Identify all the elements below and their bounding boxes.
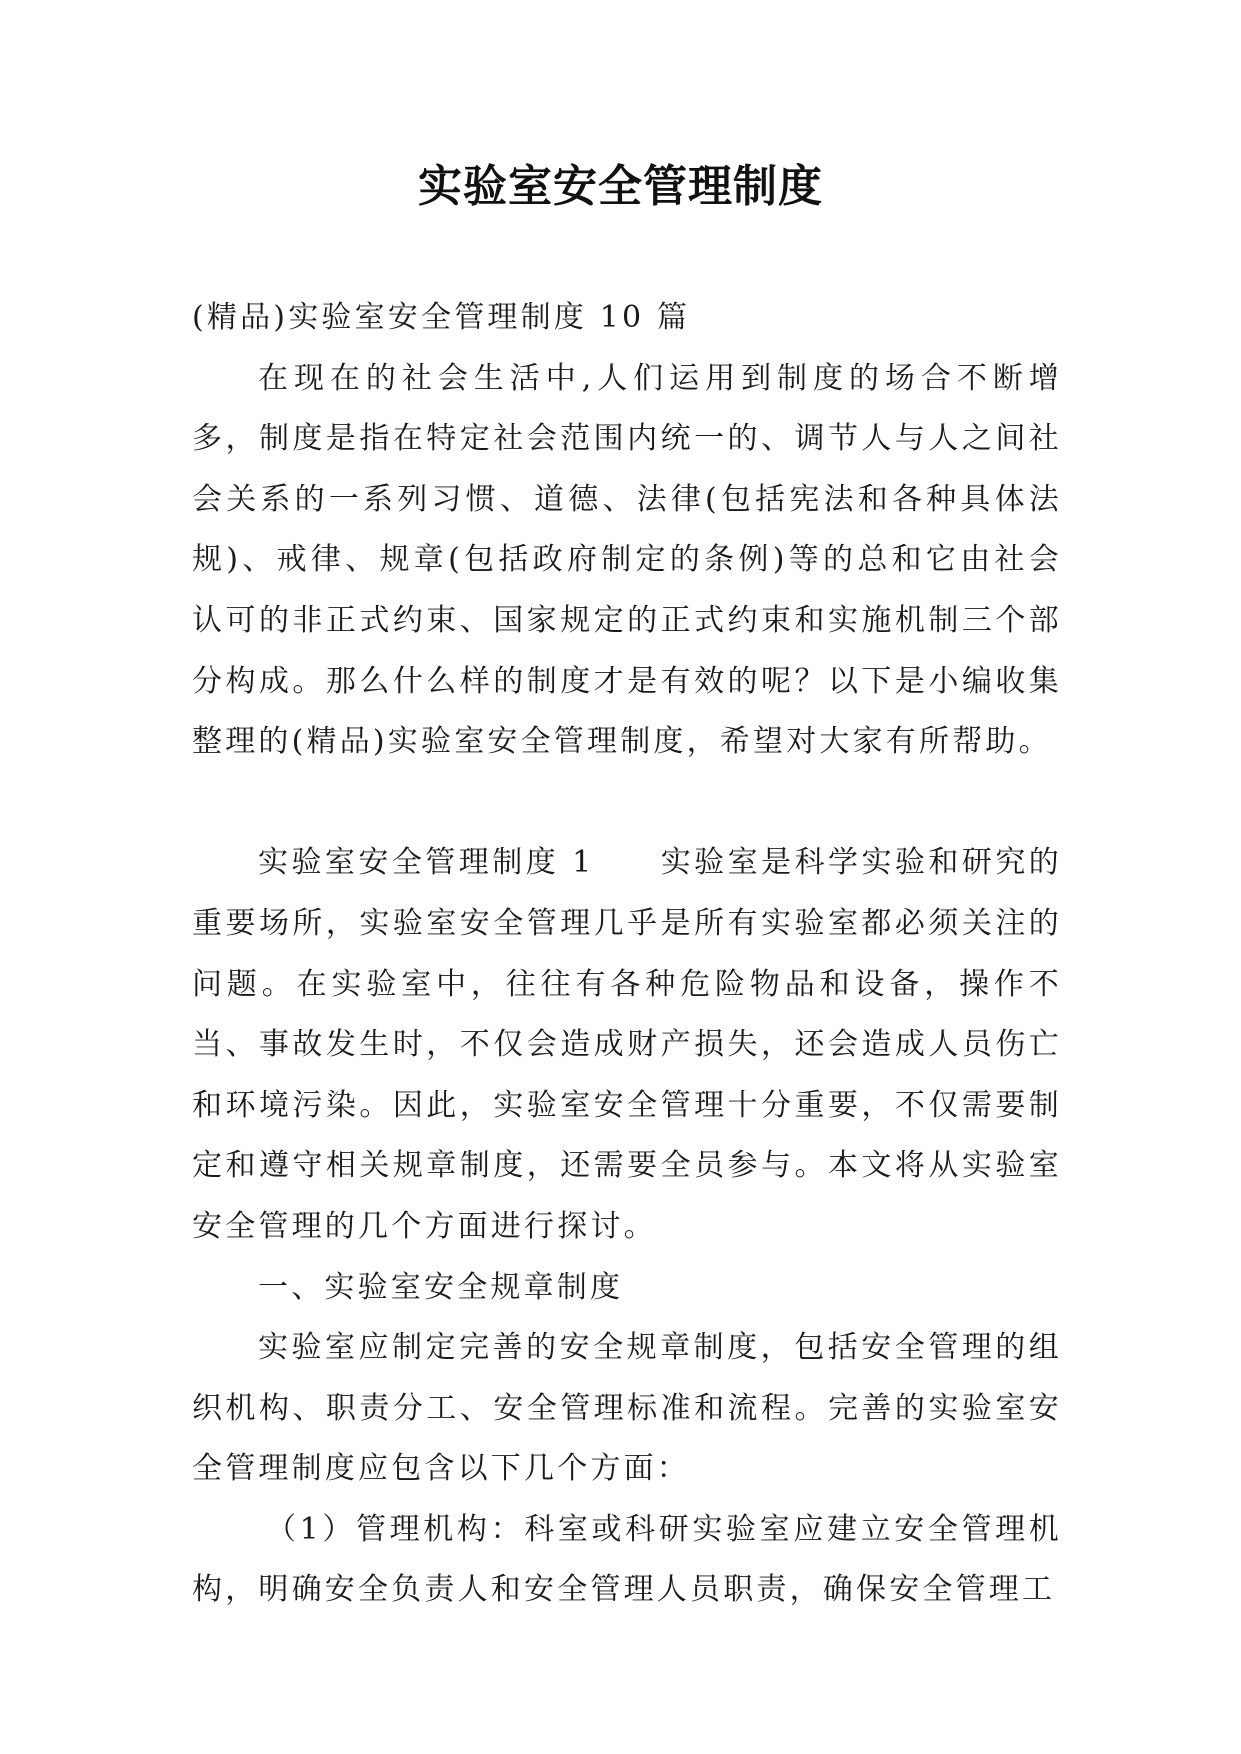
- document-subtitle: (精品)实验室安全管理制度 10 篇: [192, 300, 691, 335]
- section-1-heading: 实验室安全管理制度 1: [258, 845, 595, 881]
- document-body: [192, 288, 1062, 1621]
- rules-paragraph: 实验室应制定完善的安全规章制度，包括安全管理的组织机构、职责分工、安全管理标准和流程。完善的实验室安全管理制度应包含以下几个方面：: [192, 1330, 1062, 1487]
- document-title: 实验室安全管理制度: [418, 161, 823, 212]
- item-1-paragraph: （1）管理机构：科室或科研实验室应建立安全管理机构，明确安全负责人和安全管理人员职责，确保安全管理工: [192, 1511, 1062, 1608]
- section-1-paragraph: [192, 833, 1062, 1257]
- heading-one: 一、实验室安全规章制度: [258, 1269, 624, 1305]
- section-1-text: 实验室是科学实验和研究的重要场所，实验室安全管理几乎是所有实验室都必须关注的问题。在实验室中，往往有各种危险物品和设备，操作不当、事故发生时，不仅会造成财产损失，还会造成人员伤亡和环境污染。因此，实验室安全管理十分重要，不仅需要制定和遵守相关规章制度，还需要全员参与。本文将从实验室安全管理的几个方面进行探讨。: [192, 845, 1062, 1244]
- intro-paragraph: 在现在的社会生活中,人们运用到制度的场合不断增多，制度是指在特定社会范围内统一的、调节人与人之间社会关系的一系列习惯、道德、法律(包括宪法和各种具体法规)、戒律、规章(包括政府制定的条例)等的总和它由社会认可的非正式约束、国家规定的正式约束和实施机制三个部分构成。那么什么样的制度才是有效的呢？以下是小编收集整理的(精品)实验室安全管理制度，希望对大家有所帮助。: [192, 360, 1062, 760]
